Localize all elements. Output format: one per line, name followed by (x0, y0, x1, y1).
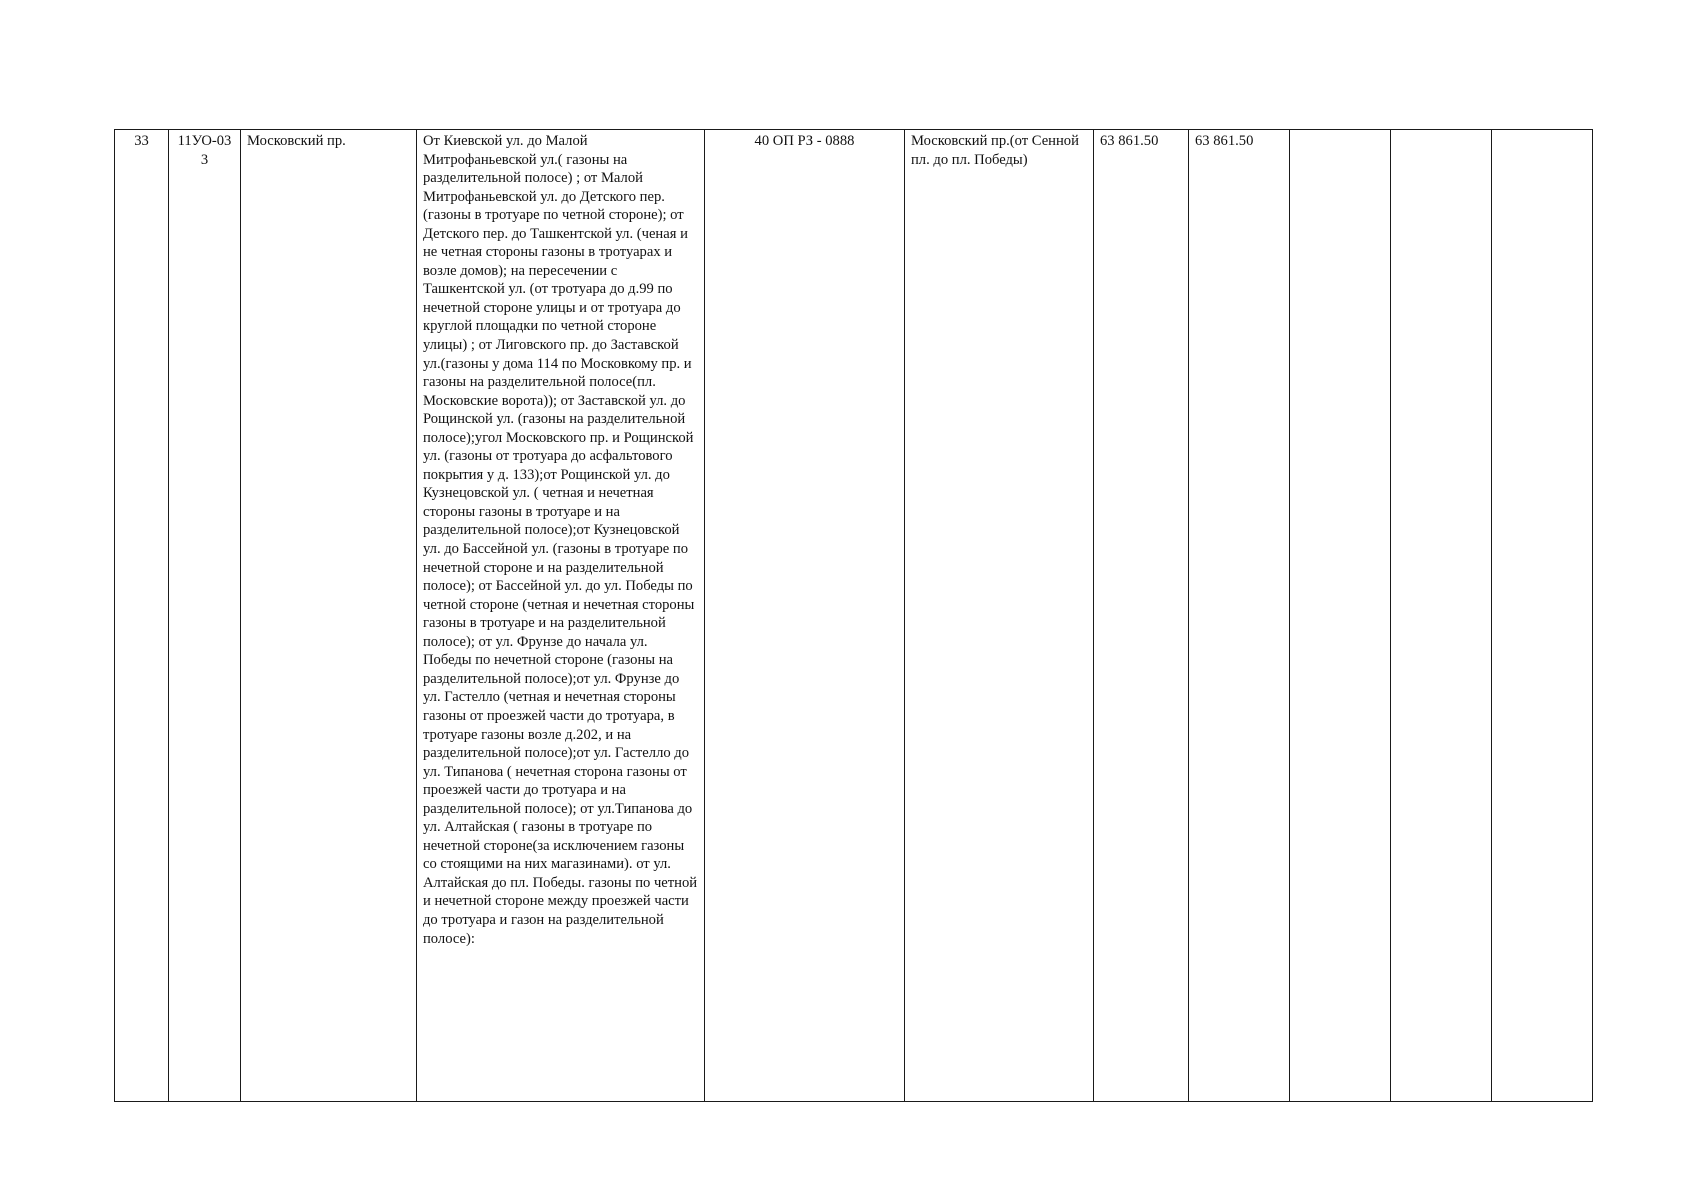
road-name-cell: Московский пр.(от Сенной пл. до пл. Победы) (905, 130, 1094, 1102)
boundaries-description-cell: От Киевской ул. до Малой Митрофаньевской ул.( газоны на разделительной полосе) ; от Малой Митрофаньевской ул. до Детского пер. (газоны в тротуаре по четной стороне); от Детского пер. до Ташкентской ул. (ченая и не четная стороны газоны в тротуарах и возле домов); на пересечении с Ташкентской ул. (от тротуара до д.99 по нечетной стороне улицы и от тротуара до круглой площадки по четной стороне улицы) ; от Лиговского пр. до Заставской ул.(газоны у дома 114 по Московкому пр. и газоны на разделительной полосе(пл. Московские ворота)); от Заставской ул. до Рощинской ул. (газоны на разделительной полосе);угол Московского пр. и Рощинской ул. (газоны от тротуара до асфальтового покрытия у д. 133);от Рощинской ул. до Кузнецовской ул. ( четная и нечетная стороны газоны в тротуаре и на разделительной полосе);от Кузнецовской ул. до Бассейной ул. (газоны в тротуаре по нечетной стороне и на разделительной полосе); от Бассейной ул. до ул. Победы по четной стороне (четная и нечетная стороны газоны в тротуаре и на разделительной полосе); от ул. Фрунзе до начала ул. Победы по нечетной стороне (газоны на разделительной полосе);от ул. Фрунзе до ул. Гастелло (четная и нечетная стороны газоны от проезжей части до тротуара, в тротуаре газоны возле д.202, и на разделительной полосе);от ул. Гастелло до ул. Типанова ( нечетная сторона газоны от проезжей части до тротуара и на разделительной полосе); от ул.Типанова до ул. Алтайская ( газоны в тротуаре по нечетной стороне(за исключением газоны со стоящими на них магазинами). от ул. Алтайская до пл. Победы. газоны по четной и нечетной стороне между проезжей части до тротуара и газон на разделительной полосе): (417, 130, 705, 1102)
area-total-cell: 63 861.50 (1094, 130, 1189, 1102)
empty-cell-2 (1391, 130, 1492, 1102)
empty-cell-3 (1492, 130, 1593, 1102)
empty-cell-1 (1290, 130, 1391, 1102)
road-id-cell: 40 ОП РЗ - 0888 (705, 130, 905, 1102)
area-value-cell: 63 861.50 (1189, 130, 1290, 1102)
registry-table (114, 129, 1593, 1102)
street-name-cell: Московский пр. (241, 130, 417, 1102)
row-number-cell: 33 (115, 130, 169, 1102)
object-code-cell: 11УО-033 (169, 130, 241, 1102)
table-row (115, 130, 1593, 1102)
